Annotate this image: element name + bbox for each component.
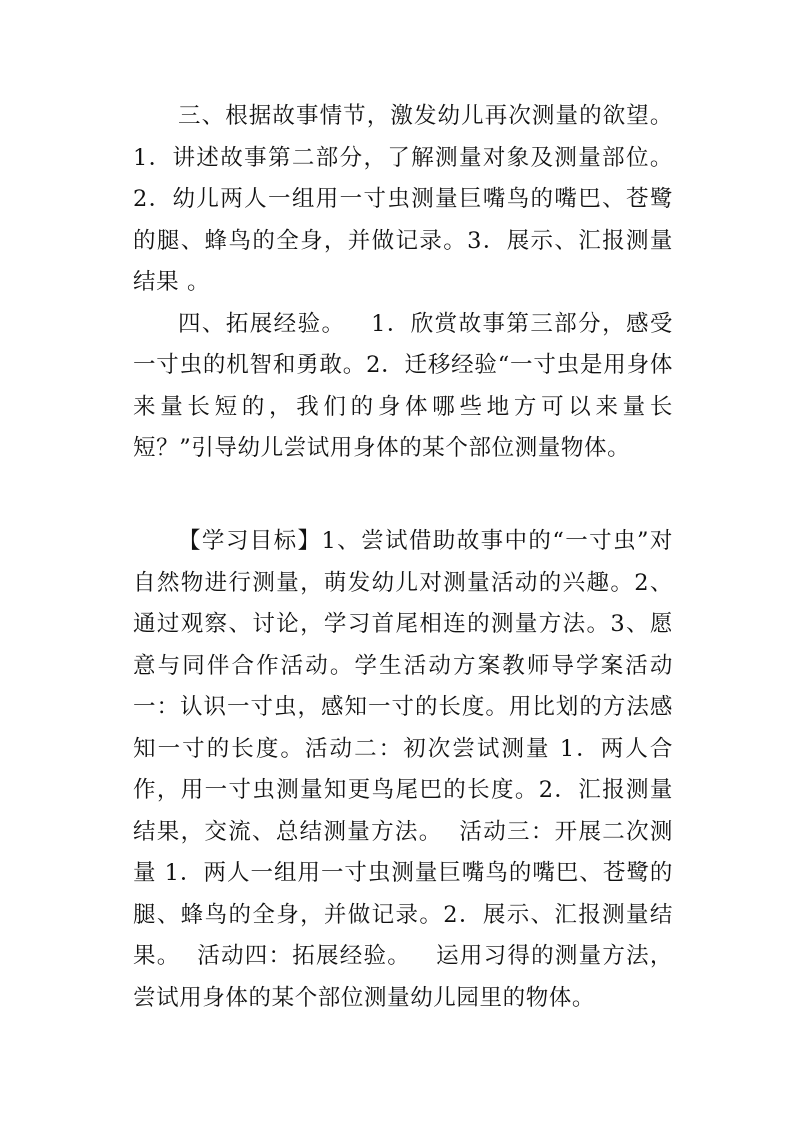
learning-goals-text — [133, 521, 673, 1019]
section-three-paragraph: 三、根据故事情节，激发幼儿再次测量的欲望。1．讲述故事第二部分，了解测量对象及测量部位。2．幼儿两人一组用一寸虫测量巨嘴鸟的嘴巴、苍鹭的腿、蜂鸟的全身，并做记录。3．展示、汇报测量结果 。 — [133, 103, 673, 295]
section-four-paragraph: 四、拓展经验。 1．欣赏故事第三部分，感受一寸虫的机智和勇敢。2．迁移经验“一寸虫是用身体来量长短的，我们的身体哪些地方可以来量长短？”引导幼儿尝试用身体的某个部位测量物体。 — [133, 310, 673, 461]
learning-goals-paragraph: 【学习目标】1、尝试借助故事中的“一寸虫”对自然物进行测量，萌发幼儿对测量活动的兴趣。2、通过观察、讨论，学习首尾相连的测量方法。3、愿意与同伴合作活动。学生活动方案教师导学案活动一：认识一寸虫，感知一寸的长度。用比划的方法感知一寸的长度。活动二：初次尝试测量 1．两人合作，用一寸虫测量知更鸟尾巴的长度。2．汇报测量结果，交流、总结测量方法。 活动三：开展二次测量 1．两人一组用一寸虫测量巨嘴鸟的嘴巴、苍鹭的腿、蜂鸟的全身，并做记录。2．展示、汇报测量结果。 活动四：拓展经验。 运用习得的测量方法，尝试用身体的某个部位测量幼儿园里的物体。 — [133, 528, 673, 1011]
activity-process-text — [133, 96, 673, 470]
